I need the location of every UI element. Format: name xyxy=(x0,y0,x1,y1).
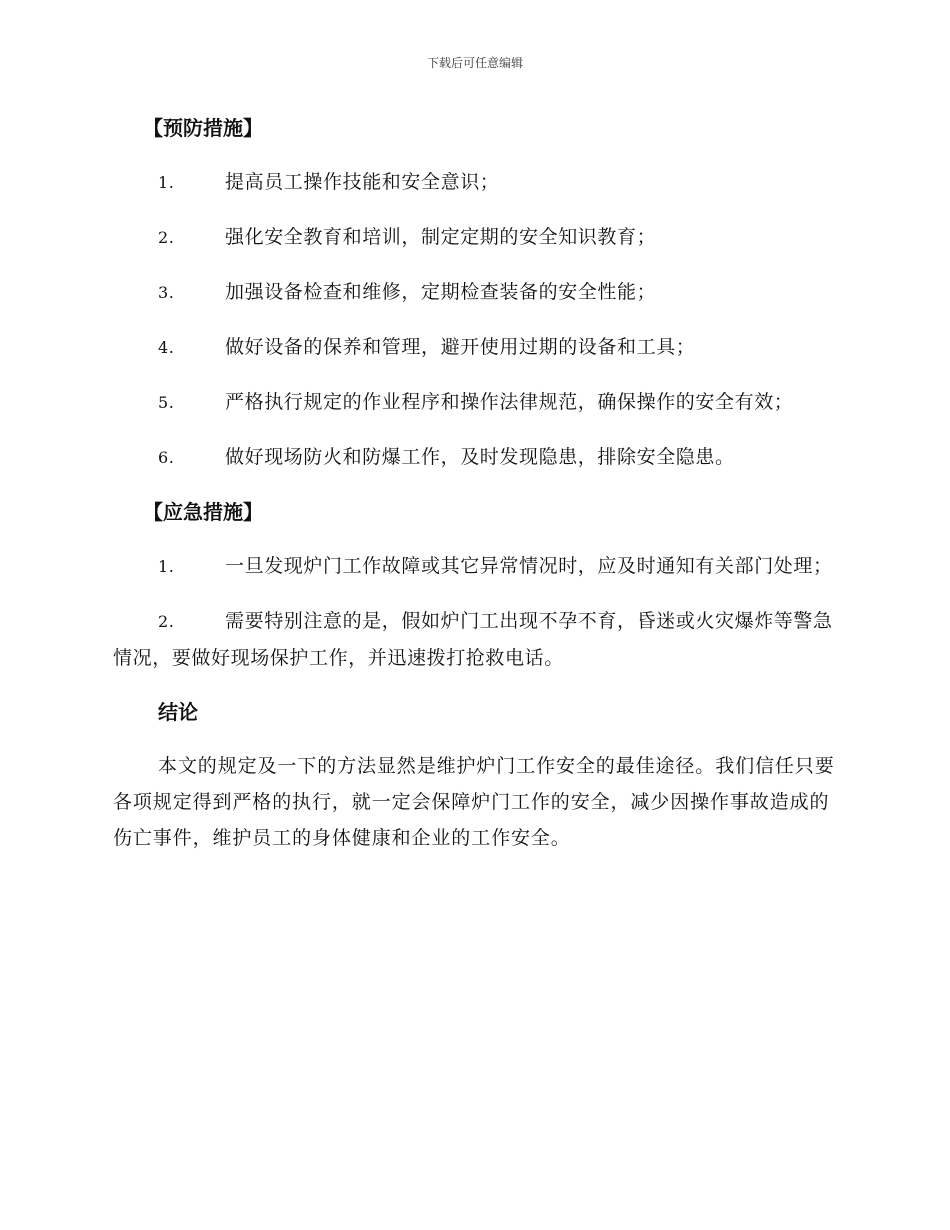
document-body xyxy=(113,108,838,856)
item-number: 1. xyxy=(158,173,175,192)
prevention-item xyxy=(113,274,838,311)
item-number: 5. xyxy=(158,393,175,412)
item-text: 一旦发现炉门工作故障或其它异常情况时，应及时通知有关部门处理； xyxy=(225,555,833,577)
item-number: 2. xyxy=(158,612,175,631)
page-header-note: 下载后可任意编辑 xyxy=(426,56,523,70)
item-text: 做好现场防火和防爆工作，及时发现隐患，排除安全隐患。 xyxy=(225,446,735,468)
prevention-heading: 【预防措施】 xyxy=(143,116,263,140)
prevention-item xyxy=(113,164,838,201)
conclusion-heading: 结论 xyxy=(158,700,198,724)
prevention-item xyxy=(113,384,838,421)
item-text: 做好设备的保养和管理，避开使用过期的设备和工具； xyxy=(225,336,696,358)
item-text: 加强设备检查和维修，定期检查装备的安全性能； xyxy=(225,281,657,303)
emergency-item xyxy=(113,548,838,585)
item-number: 6. xyxy=(158,448,175,467)
prevention-item xyxy=(113,329,838,366)
item-number: 4. xyxy=(158,338,175,357)
emergency-item xyxy=(113,603,838,676)
emergency-heading: 【应急措施】 xyxy=(143,500,263,524)
item-text: 强化安全教育和培训，制定定期的安全知识教育； xyxy=(225,226,657,248)
prevention-item xyxy=(113,439,838,476)
item-number: 2. xyxy=(158,228,175,247)
item-text: 严格执行规定的作业程序和操作法律规范，确保操作的安全有效； xyxy=(225,391,794,413)
item-text: 提高员工操作技能和安全意识； xyxy=(225,171,500,193)
conclusion-paragraph: 本文的规定及一下的方法显然是维护炉门工作安全的最佳途径。我们信任只要各项规定得到严格的执行，就一定会保障炉门工作的安全，减少因操作事故造成的伤亡事件，维护员工的身体健康和企业的工作安全。 xyxy=(113,755,835,849)
item-text: 需要特别注意的是，假如炉门工出现不孕不育，昏迷或火灾爆炸等警急情况，要做好现场保护工作，并迅速拨打抢救电话。 xyxy=(113,610,833,669)
item-number: 3. xyxy=(158,283,175,302)
prevention-item xyxy=(113,219,838,256)
item-number: 1. xyxy=(158,557,175,576)
